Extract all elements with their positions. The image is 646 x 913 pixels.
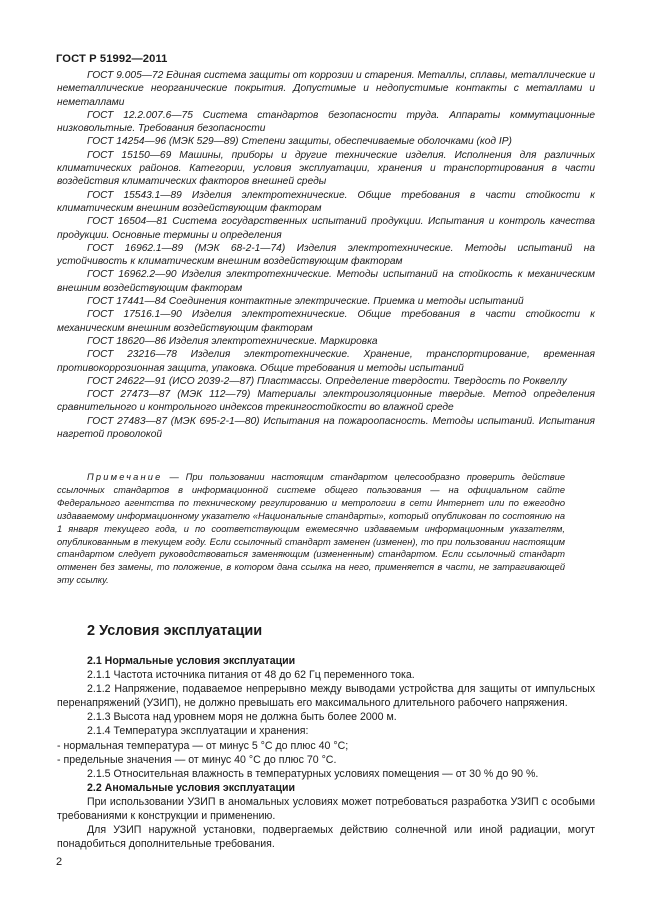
reference-item: ГОСТ 16504—81 Система государственных испытаний продукции. Испытания и контроль качества продукции. Основные термины и определения [57, 216, 595, 241]
document-id-header: ГОСТ Р 51992—2011 [56, 53, 168, 65]
reference-item: ГОСТ 24622—91 (ИСО 2039-2—87) Пластмассы. Определение твердости. Твердость по Роквеллу [87, 375, 567, 387]
reference-item: ГОСТ 27473—87 (МЭК 112—79) Материалы электроизоляционные твердые. Метод определения сравнительного и контрольного индексов трекингостойкости во влажной среде [57, 389, 595, 414]
reference-item: ГОСТ 16962.1—89 (МЭК 68-2-1—74) Изделия электротехнические. Методы испытаний на устойчивость к климатическим внешним воздействующим факторам [57, 242, 595, 268]
reference-item: ГОСТ 12.2.007.6—75 Система стандартов безопасности труда. Аппараты коммутационные низковольтные. Требования безопасности [57, 109, 595, 135]
reference-item: ГОСТ 9.005—72 Единая система защиты от коррозии и старения. Металлы, сплавы, металлические и неметаллические неорганические покрытия. Допустимые и недопустимые контакты с металлами и неметаллами [57, 70, 595, 108]
note-text: — При пользовании настоящим стандартом целесообразно проверить действие ссылочных стандартов в информационной системе общего пользования — на официальном сайте Федерального агентства по техническому регулированию и метрологии в сети Интернет или по ежегодно издаваемому информационному указателю «Национальные стандарты», который опубликован по состоянию на 1 января текущего года, и по соответствующим ежемесячно издаваемым информационным указателям, опубликованным в текущем году. Если ссылочный стандарт заменен (изменен), то при пользовании настоящим стандартом следует руководствоваться заменяющим (измененным) стандартом. Если ссылочный стандарт отменен без замены, то положение, в котором дана ссылка на него, применяется в части, не затрагивающей эту ссылку. [57, 472, 565, 586]
reference-item: ГОСТ 23216—78 Изделия электротехнические. Хранение, транспортирование, временная противокоррозионная защита, упаковка. Общие требования и методы испытаний [57, 349, 595, 374]
subsection-heading: 2.1 Нормальные условия эксплуатации [87, 655, 296, 667]
reference-item: ГОСТ 16962.2—90 Изделия электротехнические. Методы испытаний на стойкость к механическим внешним воздействующим факторам [57, 269, 595, 294]
reference-item: ГОСТ 15543.1—89 Изделия электротехнические. Общие требования в части стойкости к климатическим внешним воздействующим факторам [57, 189, 595, 214]
paragraph-2-2-b: Для УЗИП наружной установки, подвергаемых действию солнечной или иной радиации, могут понадобиться дополнительные требования. [57, 824, 595, 851]
reference-item: ГОСТ 17516.1—90 Изделия электротехнические. Общие требования в части стойкости к механическим внешним воздействующим факторам [57, 309, 595, 334]
note-paragraph [57, 471, 565, 587]
reference-item: ГОСТ 17441—84 Соединения контактные электрические. Приемка и методы испытаний [87, 296, 524, 308]
subsection-heading: 2.2 Аномальные условия эксплуатации [87, 781, 296, 794]
paragraph-2-2-a: При использовании УЗИП в аномальных условиях может потребоваться разработка УЗИП с особыми требованиями к конструкции и применению. [57, 795, 595, 823]
paragraph-2-1-2: 2.1.2 Напряжение, подаваемое непрерывно между выводами устройства для защиты от импульсных перенапряжений (УЗИП), не должно превышать его максимального длительного рабочего напряжения. [57, 683, 595, 710]
paragraph-2-1-1: 2.1.1 Частота источника питания от 48 до 62 Гц переменного тока. [87, 669, 415, 682]
paragraph-2-1-3: 2.1.3 Высота над уровнем моря не должна быть более 2000 м. [87, 711, 397, 724]
note-label: Примечание [87, 472, 163, 482]
normative-references-list [57, 69, 595, 441]
paragraph-2-1-4: 2.1.4 Температура эксплуатации и хранения: [87, 725, 309, 738]
temperature-limit-item: - предельные значения — от минус 40 °С до плюс 70 °С. [57, 753, 337, 766]
reference-item: ГОСТ 14254—96 (МЭК 529—89) Степени защиты, обеспечиваемые оболочками (код IP) [87, 136, 512, 148]
reference-item: ГОСТ 27483—87 (МЭК 695-2-1—80) Испытания на пожароопасность. Методы испытаний. Испытания нагретой проволокой [57, 415, 595, 441]
reference-item: ГОСТ 18620—86 Изделия электротехнические. Маркировка [87, 335, 378, 347]
section-body [57, 654, 595, 851]
section-title: 2 Условия эксплуатации [87, 623, 263, 639]
reference-item: ГОСТ 15150—69 Машины, приборы и другие технические изделия. Исполнения для различных климатических районов. Категории, условия эксплуатации, хранения и транспортирования в части воздействия климатических факторов внешней среды [57, 149, 595, 188]
temperature-normal-item: - нормальная температура — от минус 5 °С до плюс 40 °С; [57, 739, 349, 752]
paragraph-2-1-5: 2.1.5 Относительная влажность в температурных условиях помещения — от 30 % до 90 %. [87, 767, 539, 780]
page-number: 2 [56, 856, 63, 868]
